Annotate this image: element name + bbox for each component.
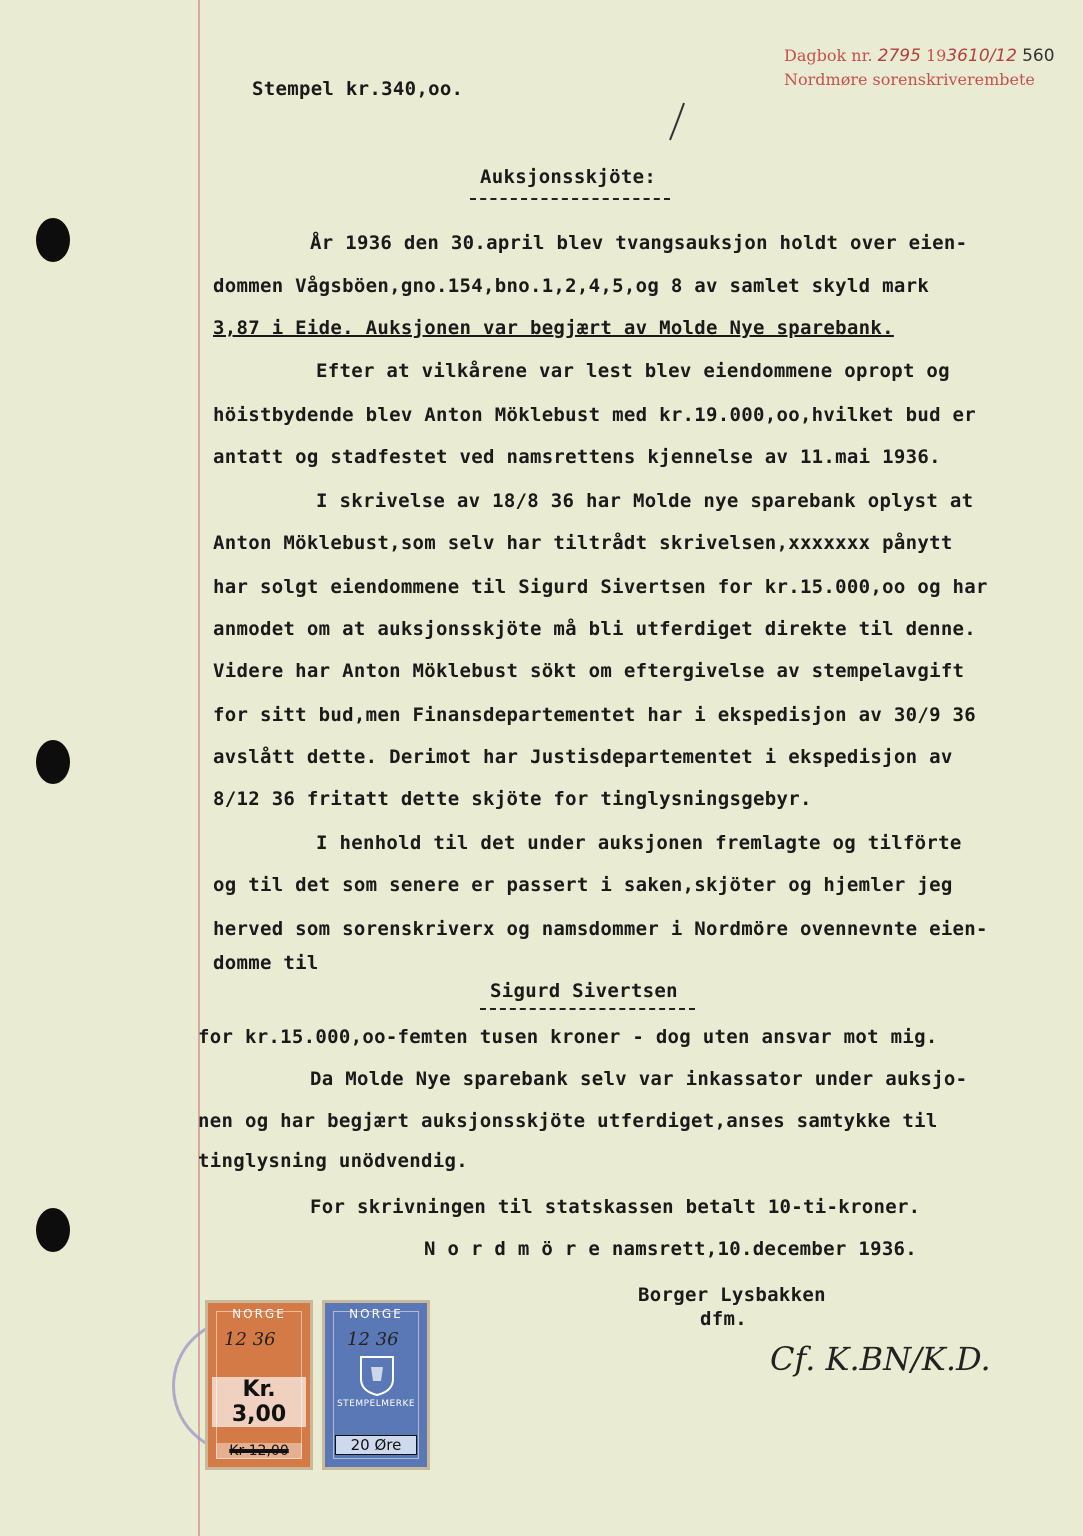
office-name: Nordmøre sorenskriverembete xyxy=(784,70,1035,89)
stamp-original-value: Kr 12,00 xyxy=(216,1443,302,1459)
pen-mark-icon xyxy=(650,95,730,145)
date-hand: 10/12 xyxy=(968,46,1017,66)
stamp-country: NORGE xyxy=(232,1307,286,1321)
text-line: I skrivelse av 18/8 36 har Molde nye sparebank oplyst at xyxy=(316,490,974,512)
stamp-value: 20 Øre xyxy=(335,1435,417,1455)
text-line: antatt og stadfestet ved namsrettens kjennelse av 11.mai 1936. xyxy=(213,446,941,468)
signer-name: Borger Lysbakken xyxy=(638,1284,826,1306)
stempel-line: Stempel kr.340,oo. xyxy=(252,78,464,100)
revenue-stamp xyxy=(205,1300,313,1470)
lion-crest-icon xyxy=(357,1353,397,1397)
text-line: anmodet om at auksjonsskjöte må bli utferdiget direkte til denne. xyxy=(213,618,977,640)
text-line: herved som sorenskriverx og namsdommer i Nordmöre ovennevnte eien- xyxy=(213,918,988,940)
title-underline xyxy=(470,198,670,200)
revenue-stamp xyxy=(322,1300,430,1470)
year-hand: 36 xyxy=(946,46,968,66)
text-line: For skrivningen til statskassen betalt 10-ti-kroner. xyxy=(310,1196,921,1218)
text-line: for kr.15.000,oo-femten tusen kroner - dog uten ansvar mot mig. xyxy=(198,1026,938,1048)
text-line: for sitt bud,men Finansdepartementet har i ekspedisjon av 30/9 36 xyxy=(213,704,977,726)
stamp-cancel-date: 12 36 xyxy=(347,1329,399,1350)
text-line: tinglysning unödvendig. xyxy=(198,1150,468,1172)
text-line: Videre har Anton Möklebust sökt om eftergivelse av stempelavgift xyxy=(213,660,965,682)
text-line: höistbydende blev Anton Möklebust med kr.19.000,oo,hvilket bud er xyxy=(213,404,977,426)
stamp-cancel-date: 12 36 xyxy=(224,1329,276,1350)
text-line: har solgt eiendommene til Sigurd Sivertsen for kr.15.000,oo og har xyxy=(213,576,988,598)
year-prefix: 19 xyxy=(926,46,947,65)
text-line: nen og har begjært auksjonsskjöte utferdiget,anses samtykke til xyxy=(198,1110,938,1132)
dagbok-number: 2795 xyxy=(877,46,921,66)
dagbok-label: Dagbok nr. xyxy=(784,46,873,65)
margin-rule xyxy=(198,0,200,1536)
text-line: 8/12 36 fritatt dette skjöte for tinglysningsgebyr. xyxy=(213,788,812,810)
buyer-underline xyxy=(480,1008,695,1010)
punch-hole xyxy=(36,740,70,784)
document-title: Auksjonsskjöte: xyxy=(480,166,657,188)
text-line: Anton Möklebust,som selv har tiltrådt skrivelsen,xxxxxxx pånytt xyxy=(213,532,953,554)
text-line: Da Molde Nye sparebank selv var inkassator under auksjo- xyxy=(310,1068,968,1090)
signer-title: dfm. xyxy=(700,1308,747,1330)
registry-stamp xyxy=(784,44,1055,92)
text-line: År 1936 den 30.april blev tvangsauksjon holdt over eien- xyxy=(310,232,968,254)
text-line: Efter at vilkårene var lest blev eiendommene opropt og xyxy=(316,360,950,382)
stamp-country: NORGE xyxy=(349,1307,403,1321)
stamp-caption: STEMPELMERKE xyxy=(336,1399,416,1409)
place-date-line: N o r d m ö r e namsrett,10.december 1936. xyxy=(424,1238,918,1260)
text-line: dommen Vågsböen,gno.154,bno.1,2,4,5,og 8 av samlet skyld mark xyxy=(213,275,930,297)
text-line: avslått dette. Derimot har Justisdepartementet i ekspedisjon av xyxy=(213,746,953,768)
text-line: I henhold til det under auksjonen fremlagte og tilförte xyxy=(316,832,962,854)
text-line: 3,87 i Eide. Auksjonen var begjært av Molde Nye sparebank. xyxy=(213,317,894,339)
punch-hole xyxy=(36,218,70,262)
page-number: 560 xyxy=(1022,46,1055,66)
text-line: og til det som senere er passert i saken,skjöter og hjemler jeg xyxy=(213,874,953,896)
text-line: domme til xyxy=(213,952,319,974)
buyer-name: Sigurd Sivertsen xyxy=(490,980,678,1002)
punch-hole xyxy=(36,1208,70,1252)
handwritten-initials: Cf. K.BN/K.D. xyxy=(770,1340,991,1378)
stamp-value: Kr. 3,00 xyxy=(212,1377,306,1427)
